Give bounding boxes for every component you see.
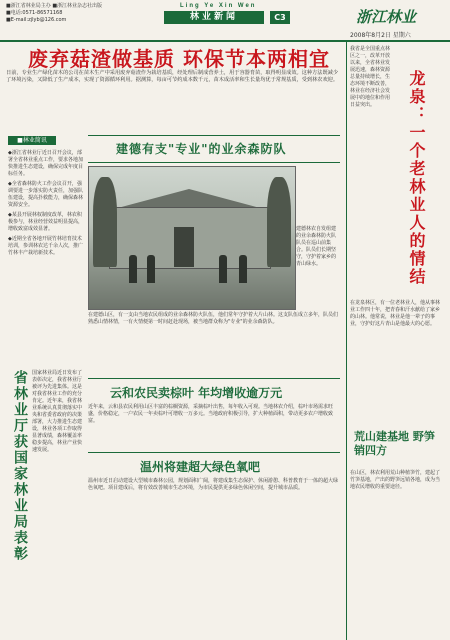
right-column (346, 40, 447, 640)
main-headline: 废弃菇渣做基质 环保节本两相宜 (28, 47, 330, 71)
divider (88, 452, 340, 453)
feature-intro: 在建德山区，有一支由当地农民组成的业余森林防火队伍，他们常年守护着大片山林。这支队伍成立多年，队员们熟悉山情林情，一有火情便第一时间赶赴现场，被当地群众称为"专业"的业余森防队。 (88, 312, 339, 325)
page-number: C3 (270, 11, 290, 24)
story2-title: 云和农民卖棕叶 年均增收逾万元 (110, 386, 283, 400)
photo-caption: 建德林农自发组建的业余森林防火队队员在巡山前集合。队员们长期坚守，守护着家乡的青山绿水。 (296, 226, 337, 267)
right-feature-body: 在龙泉林区，有一位老林业人，他从事林业工作四十年，把青春和汗水献给了家乡的山林。他常说，林业是他一辈子的事业，守护好这片青山是他最大的心愿。 (350, 300, 441, 327)
photo-person (129, 255, 137, 283)
brief-item: ◆近期全省各地开展竹林培育技术培训，参训林农达千余人次，推广竹林丰产栽培新技术。 (8, 236, 84, 256)
brief-item: ◆浙江省林业厅近日召开会议，部署全省林业重点工作，要求各地加快推进生态建设，确保完成年度目标任务。 (8, 150, 84, 177)
photo-person (239, 255, 247, 283)
briefs-column (8, 150, 84, 260)
right-feature-title: 龙泉：一个老林业人的情结 (407, 70, 426, 286)
photo-person (147, 255, 155, 283)
briefs-tag: ■林业简讯 (8, 136, 56, 145)
masthead-phone: ■电话:0571-86571168 (6, 10, 63, 16)
photo-person (219, 255, 227, 283)
right-story-title: 荒山建基地 野笋销四方 (354, 430, 435, 457)
section-title: 林业新闻 (164, 11, 264, 24)
lead-article: 日前，专业生产绿化苗木的公司在苗木生产中采用废弃菇渣作为栽培基质，经处理后制成营养土，用于容器育苗，取得明显成效。这种方法既减少了环境污染，又降低了生产成本，实现了资源循环利用。据测算，每亩可节约成本数千元，苗木成活率和生长量均优于常规基质，受到林农欢迎。 (6, 70, 339, 83)
masthead-info (6, 3, 102, 24)
masthead (0, 0, 450, 42)
brief-item: ◆某县开展林权制度改革，林农积极参与，林业经营效益明显提高，增收致富成效显著。 (8, 212, 84, 232)
divider (88, 378, 340, 379)
newspaper-logo: 浙江林业 (356, 8, 417, 26)
story3-body: 温州市近日启动建设大型城市森林公园，规划面积广阔，将建成集生态保护、休闲游憩、科普教育于一体的超大绿色氧吧。项目建成后，将有效改善城市生态环境，为市民提供更多绿色休闲空间，提升城市品质。 (88, 478, 339, 491)
right-intro: 我省是全国重点林区之一，改革开放以来，全省林业发展迅速，森林资源总量持续增长，生态环境不断改善，林业在经济社会发展中的地位和作用日益突出。 (350, 46, 391, 108)
feature-title: 建德有支"专业"的业余森防队 (116, 142, 287, 156)
story2-body: 近年来，云和县农民利用山区丰富的棕榈资源，采摘棕叶出售，每年收入可观。当地林农介绍，棕叶市场需求旺盛，价格稳定，一户农民一年卖棕叶可增收一万多元。当地政府积极引导，扩大种植面积，带动更多农户增收致富。 (88, 404, 334, 424)
right-story-body: 在山区，林农利用荒山种植笋竹，建起了竹笋基地，产出的野笋远销各地，成为当地农民增收的重要途径。 (350, 470, 441, 490)
side-story-title: 省林业厅获国家林业局表彰 (12, 370, 28, 562)
masthead-email: ■E-mail:zjlyb@126.com (6, 17, 67, 23)
section-pinyin: Ling Ye Xin Wen (180, 3, 257, 9)
story3-title: 温州将建超大绿色氧吧 (140, 460, 261, 474)
brief-item: ◆全省森林防火工作会议召开，强调要进一步落实防火责任，加强队伍建设，提高扑救能力，确保森林资源安全。 (8, 181, 84, 208)
feature-photo (88, 166, 296, 310)
photo-tree (93, 177, 117, 267)
photo-door (174, 227, 194, 267)
issue-date: 2008年8月2日 星期六 (350, 32, 411, 39)
photo-tree (267, 177, 291, 267)
masthead-address: ■浙江省林业局主办 ■浙江林业杂志社出版 (6, 3, 103, 9)
side-story-body: 国家林业局近日发布了表彰决定，我省林业厅被评为先进集体。这是对我省林业工作的充分肯定。近年来，我省林业系统认真贯彻落实中央和省委省政府的决策部署，大力推进生态建设，林业各项工作取得显著成绩，森林覆盖率稳步提高，林业产业快速发展。 (32, 370, 83, 453)
